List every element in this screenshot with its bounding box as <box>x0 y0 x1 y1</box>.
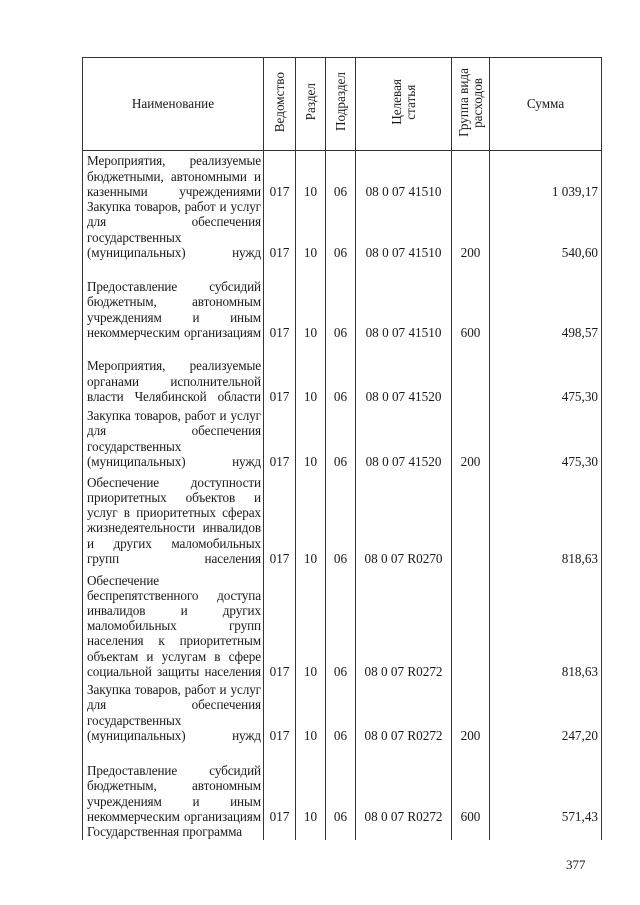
header-dept-label: Ведомство <box>271 71 287 133</box>
table-row <box>83 260 602 340</box>
header-subsection <box>326 58 356 151</box>
row-sum: 1 039,17 <box>490 151 602 200</box>
row-dept: 017 <box>264 260 296 340</box>
row-section <box>296 824 326 840</box>
row-name: Закупка товаров, работ и услуг для обеспечения государственных (муниципальных) нужд <box>83 679 264 743</box>
row-article <box>356 824 452 840</box>
row-sum <box>490 824 602 840</box>
row-dept: 017 <box>264 199 296 260</box>
row-sum: 571,43 <box>490 743 602 824</box>
row-section: 10 <box>296 340 326 404</box>
row-dept: 017 <box>264 679 296 743</box>
row-name: Предоставление субсидий бюджетным, автономным учреждениям и иным некоммерческим организациям <box>83 743 264 824</box>
row-subsection: 06 <box>326 404 356 469</box>
row-dept: 017 <box>264 404 296 469</box>
header-sum: Сумма <box>490 58 602 151</box>
table-row <box>83 340 602 404</box>
row-group <box>452 340 490 404</box>
row-name: Обеспечение беспрепятственного доступа инвалидов и других маломобильных групп населения к приоритетным объектам и услугам в сфере социальной защиты населения <box>83 566 264 679</box>
table-row <box>83 743 602 824</box>
row-sum: 540,60 <box>490 199 602 260</box>
row-group <box>452 566 490 679</box>
row-sum: 247,20 <box>490 679 602 743</box>
row-name: Обеспечение доступности приоритетных объектов и услуг в приоритетных сферах жизнедеятельности инвалидов и других маломобильных групп населения <box>83 469 264 566</box>
row-article: 08 0 07 R0272 <box>356 743 452 824</box>
row-subsection: 06 <box>326 199 356 260</box>
row-subsection: 06 <box>326 566 356 679</box>
header-section-label: Раздел <box>302 83 318 121</box>
row-group: 600 <box>452 260 490 340</box>
row-subsection <box>326 824 356 840</box>
header-section <box>296 58 326 151</box>
row-name: Предоставление субсидий бюджетным, автономным учреждениям и иным некоммерческим организациям <box>83 260 264 340</box>
row-section: 10 <box>296 199 326 260</box>
budget-table <box>82 57 602 840</box>
table-row <box>83 199 602 260</box>
row-name: Закупка товаров, работ и услуг для обеспечения государственных (муниципальных) нужд <box>83 404 264 469</box>
row-group: 200 <box>452 199 490 260</box>
row-group <box>452 824 490 840</box>
table-row <box>83 151 602 200</box>
table-row <box>83 824 602 840</box>
row-article: 08 0 07 41510 <box>356 260 452 340</box>
row-subsection: 06 <box>326 151 356 200</box>
table-row <box>83 679 602 743</box>
row-section: 10 <box>296 404 326 469</box>
header-subsection-label: Подраздел <box>332 72 348 132</box>
row-group: 200 <box>452 679 490 743</box>
row-section: 10 <box>296 679 326 743</box>
row-dept: 017 <box>264 743 296 824</box>
row-sum: 818,63 <box>490 469 602 566</box>
row-subsection: 06 <box>326 340 356 404</box>
row-sum: 818,63 <box>490 566 602 679</box>
row-article: 08 0 07 R0272 <box>356 566 452 679</box>
table-header-row <box>83 58 602 151</box>
row-dept: 017 <box>264 151 296 200</box>
table-row <box>83 566 602 679</box>
row-article: 08 0 07 41520 <box>356 340 452 404</box>
row-group: 600 <box>452 743 490 824</box>
page-number: 377 <box>566 857 586 872</box>
row-group: 200 <box>452 404 490 469</box>
header-article-label: Целевая статья <box>388 79 418 125</box>
row-sum: 498,57 <box>490 260 602 340</box>
row-article: 08 0 07 R0272 <box>356 679 452 743</box>
header-group-label: Группа вида расходов <box>455 67 485 137</box>
row-name: Мероприятия, реализуемые органами исполнительной власти Челябинской области <box>83 340 264 404</box>
row-article: 08 0 07 R0270 <box>356 469 452 566</box>
header-dept <box>264 58 296 151</box>
row-section: 10 <box>296 469 326 566</box>
row-group <box>452 151 490 200</box>
row-article: 08 0 07 41510 <box>356 199 452 260</box>
row-dept <box>264 824 296 840</box>
row-subsection: 06 <box>326 743 356 824</box>
table-row <box>83 404 602 469</box>
row-dept: 017 <box>264 340 296 404</box>
row-subsection: 06 <box>326 260 356 340</box>
row-section: 10 <box>296 151 326 200</box>
table-row <box>83 469 602 566</box>
row-article: 08 0 07 41510 <box>356 151 452 200</box>
header-group <box>452 58 490 151</box>
row-name: Мероприятия, реализуемые бюджетными, автономными и казенными учреждениями <box>83 151 264 200</box>
row-sum: 475,30 <box>490 404 602 469</box>
row-name: Государственная программа <box>83 824 264 840</box>
row-subsection: 06 <box>326 469 356 566</box>
row-section: 10 <box>296 743 326 824</box>
row-section: 10 <box>296 260 326 340</box>
row-group <box>452 469 490 566</box>
row-article: 08 0 07 41520 <box>356 404 452 469</box>
row-subsection: 06 <box>326 679 356 743</box>
header-article <box>356 58 452 151</box>
header-name: Наименование <box>83 58 264 151</box>
row-dept: 017 <box>264 469 296 566</box>
row-name: Закупка товаров, работ и услуг для обеспечения государственных (муниципальных) нужд <box>83 199 264 260</box>
row-section: 10 <box>296 566 326 679</box>
row-dept: 017 <box>264 566 296 679</box>
row-sum: 475,30 <box>490 340 602 404</box>
